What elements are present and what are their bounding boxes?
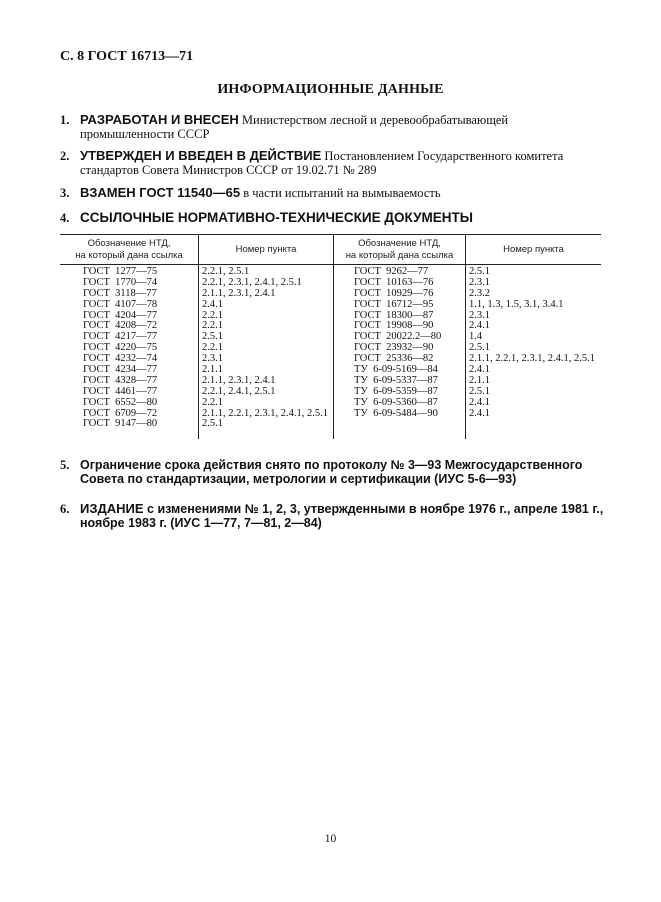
item-text: Ограничение срока действия снято по протоколу № 3—93 Межгосударственного Совета по стандартизации, метрологии и сертификации (ИУС 5-6—93) <box>80 458 583 486</box>
left-doc-cell: ГОСТ 4232—74 <box>83 353 158 365</box>
left-doc-cell: ГОСТ 4208—72 <box>83 320 158 332</box>
right-doc-cell: ГОСТ 18300—87 <box>354 309 434 321</box>
item-text: с изменениями № 1, 2, 3, утвержденными в ноябре 1976 г., апреле 1981 г., ноябре 1983 г. (ИУС 1—77, 7—81, 2—84) <box>80 502 604 530</box>
left-doc-cell: ГОСТ 1277—75 <box>83 266 158 277</box>
right-point-cell: 2.4.1 <box>469 396 490 408</box>
left-doc-cell: ГОСТ 3118—77 <box>83 287 157 299</box>
item-lead: ВЗАМЕН ГОСТ 11540—65 <box>80 185 241 200</box>
item-text: Постановлением Государственного комитета стандартов Совета Министров СССР от 19.02.71 № 289 <box>80 149 564 177</box>
right-point-cell: 1.4 <box>469 331 483 343</box>
left-doc-cell: ГОСТ 6552—80 <box>83 396 158 408</box>
left-point-cell: 2.3.1 <box>202 353 223 365</box>
section-item-1 <box>60 113 605 141</box>
left-point-cell: 2.2.1 <box>202 342 223 354</box>
right-doc-cell: ГОСТ 25336—82 <box>354 353 434 365</box>
header-point-left: Номер пункта <box>235 244 297 255</box>
right-doc-cell: ГОСТ 20022.2—80 <box>354 331 442 343</box>
item-number: 1. <box>60 113 70 127</box>
right-doc-cell: ГОСТ 16712—95 <box>354 298 434 310</box>
item-lead: УТВЕРЖДЕН И ВВЕДЕН В ДЕЙСТВИЕ <box>80 148 322 163</box>
right-point-cell: 2.5.1 <box>469 385 490 397</box>
left-doc-column <box>83 267 157 430</box>
left-point-column <box>202 267 328 430</box>
header-doc-left: Обозначение НТД, на который дана ссылка <box>75 238 183 261</box>
right-point-cell: 2.3.1 <box>469 276 490 288</box>
page-number: 10 <box>324 833 337 845</box>
item-number: 2. <box>60 149 70 163</box>
right-doc-cell: ГОСТ 10929—76 <box>354 287 434 299</box>
right-point-cell: 2.4.1 <box>469 320 490 332</box>
section-item-2 <box>60 149 605 177</box>
section-item-4 <box>60 211 605 225</box>
right-point-column <box>469 267 595 419</box>
header-point-right: Номер пункта <box>503 244 564 255</box>
left-doc-cell: ГОСТ 4220—75 <box>83 342 158 354</box>
left-doc-cell: ГОСТ 6709—72 <box>83 407 158 419</box>
left-point-cell: 2.2.1 <box>202 320 223 332</box>
right-doc-cell: ГОСТ 10163—76 <box>354 276 434 288</box>
item-lead: ИЗДАНИЕ <box>80 501 144 516</box>
left-doc-cell: ГОСТ 4461—77 <box>83 385 158 397</box>
right-point-cell: 2.3.1 <box>469 309 490 321</box>
left-point-cell: 2.2.1, 2.5.1 <box>202 266 250 277</box>
left-doc-cell: ГОСТ 9147—80 <box>83 418 158 430</box>
right-point-cell: 1.1, 1.3, 1.5, 3.1, 3.4.1 <box>469 298 564 310</box>
left-point-cell: 2.2.1, 2.3.1, 2.4.1, 2.5.1 <box>202 276 302 288</box>
right-doc-cell: ТУ 6-09-5359—87 <box>354 385 438 397</box>
left-point-cell: 2.5.1 <box>202 331 223 343</box>
left-point-cell: 2.1.1, 2.2.1, 2.3.1, 2.4.1, 2.5.1 <box>202 407 328 419</box>
left-point-cell: 2.2.1, 2.4.1, 2.5.1 <box>202 385 276 397</box>
right-point-cell: 2.4.1 <box>469 407 490 419</box>
section-item-6 <box>60 502 605 530</box>
right-point-cell: 2.5.1 <box>469 342 490 354</box>
right-doc-cell: ГОСТ 23932—90 <box>354 342 434 354</box>
left-doc-cell: ГОСТ 4328—77 <box>83 374 158 386</box>
left-point-cell: 2.5.1 <box>202 418 223 430</box>
right-doc-cell: ТУ 6-09-5169—84 <box>354 364 438 376</box>
left-point-cell: 2.2.1 <box>202 396 223 408</box>
left-point-cell: 2.1.1, 2.3.1, 2.4.1 <box>202 287 276 299</box>
right-doc-column <box>354 267 441 419</box>
item-text: в части испытаний на вымываемость <box>240 186 441 200</box>
left-doc-cell: ГОСТ 4217—77 <box>83 331 158 343</box>
section-item-3 <box>60 186 605 200</box>
page-header: С. 8 ГОСТ 16713—71 <box>60 49 194 64</box>
right-point-cell: 2.4.1 <box>469 364 490 376</box>
right-point-cell: 2.3.2 <box>469 287 490 299</box>
left-doc-cell: ГОСТ 1770—74 <box>83 276 158 288</box>
page-title: ИНФОРМАЦИОННЫЕ ДАННЫЕ <box>217 82 444 97</box>
item-number: 4. <box>60 211 70 225</box>
right-doc-cell: ГОСТ 9262—77 <box>354 266 429 277</box>
item-lead: РАЗРАБОТАН И ВНЕСЕН <box>80 112 239 127</box>
reference-table <box>60 234 601 439</box>
left-point-cell: 2.4.1 <box>202 298 223 310</box>
right-point-cell: 2.1.1, 2.2.1, 2.3.1, 2.4.1, 2.5.1 <box>469 353 595 365</box>
item-lead: ССЫЛОЧНЫЕ НОРМАТИВНО-ТЕХНИЧЕСКИЕ ДОКУМЕНТЫ <box>80 210 473 225</box>
section-item-5 <box>60 458 605 486</box>
item-number: 5. <box>60 458 70 472</box>
right-doc-cell: ТУ 6-09-5337—87 <box>354 374 438 386</box>
right-point-cell: 2.1.1 <box>469 374 490 386</box>
left-point-cell: 2.2.1 <box>202 309 223 321</box>
left-doc-cell: ГОСТ 4204—77 <box>83 309 158 321</box>
left-doc-cell: ГОСТ 4107—78 <box>83 298 158 310</box>
right-doc-cell: ТУ 6-09-5360—87 <box>354 396 438 408</box>
left-point-cell: 2.1.1, 2.3.1, 2.4.1 <box>202 374 276 386</box>
item-text: Министерством лесной и деревообрабатывающей промышленности СССР <box>80 113 509 141</box>
header-doc-right: Обозначение НТД, на который дана ссылка <box>345 238 454 261</box>
right-doc-cell: ТУ 6-09-5484—90 <box>354 407 438 419</box>
item-number: 3. <box>60 186 70 200</box>
right-point-cell: 2.5.1 <box>469 266 490 277</box>
left-doc-cell: ГОСТ 4234—77 <box>83 364 158 376</box>
item-number: 6. <box>60 502 70 516</box>
left-point-cell: 2.1.1 <box>202 364 223 376</box>
right-doc-cell: ГОСТ 19908—90 <box>354 320 434 332</box>
